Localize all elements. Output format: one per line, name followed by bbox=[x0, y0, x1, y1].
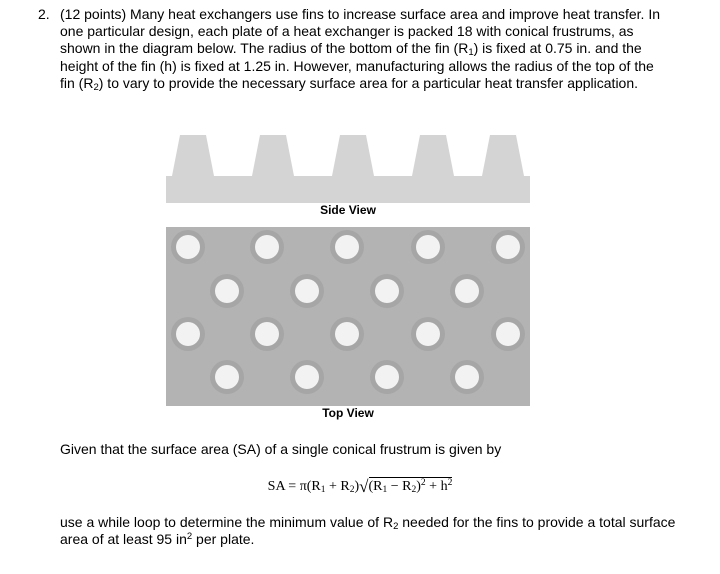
fin-top-circle bbox=[295, 365, 319, 389]
side-view-diagram bbox=[166, 133, 530, 205]
problem-intro bbox=[60, 6, 670, 92]
fin-top-circle bbox=[335, 322, 359, 346]
fin-side-1 bbox=[172, 135, 214, 176]
top-view-diagram bbox=[166, 227, 530, 406]
fin-top-circle bbox=[255, 322, 279, 346]
task-text-1: use a while loop to determine the minimum value of R bbox=[60, 514, 394, 530]
fin-top-circle bbox=[215, 365, 239, 389]
formula-radicand bbox=[369, 477, 453, 494]
fin-top-circle bbox=[455, 279, 479, 303]
fin-top-circle bbox=[176, 322, 200, 346]
problem-statement bbox=[38, 6, 670, 92]
r2-subscript: 2 bbox=[93, 81, 99, 93]
r1-subscript: 1 bbox=[468, 47, 474, 59]
fin-top-circle bbox=[215, 279, 239, 303]
fin-top-circle bbox=[375, 365, 399, 389]
task-statement bbox=[60, 514, 680, 548]
formula-close-paren: ) bbox=[354, 479, 360, 494]
base-plate-side bbox=[166, 176, 530, 203]
fin-top-circle bbox=[295, 279, 319, 303]
given-statement: Given that the surface area (SA) of a single conical frustrum is given by bbox=[60, 441, 502, 457]
fin-top-circle bbox=[496, 235, 520, 259]
formula-lhs: SA = π(R bbox=[267, 479, 321, 494]
intro-text-3: ) to vary to provide the necessary surface area for a particular heat transfer application. bbox=[98, 74, 639, 91]
radicand-h: + h bbox=[425, 479, 448, 494]
h-square: 2 bbox=[447, 478, 453, 488]
intro-text-1: (12 points) Many heat exchangers use fins to increase surface area and improve heat transfer. In one particular design, each plate of a heat exchanger is packed 18 with conical frustrums, as shown in the diagram below. The radius of the bottom of the fin (R bbox=[60, 6, 660, 57]
task-superscript: 2 bbox=[186, 531, 193, 543]
fin-side-2 bbox=[252, 135, 294, 176]
problem-number: 2. bbox=[38, 6, 50, 22]
fin-top-circle bbox=[416, 322, 440, 346]
task-text-2: needed for the fins to provide a total surface area of at least 95 in bbox=[60, 514, 676, 548]
radicand-minus: − R bbox=[387, 479, 412, 494]
formula-plus: + R bbox=[325, 479, 350, 494]
fin-top-circle bbox=[176, 235, 200, 259]
radicand-close: ) bbox=[416, 479, 421, 494]
formula-sub-1: 1 bbox=[320, 485, 326, 495]
intro-text-2: ) is fixed at 0.75 in. and the height of the fin (h) is fixed at 1.25 in. However, manufacturing allows the radius of the top of the fin (R bbox=[60, 40, 654, 91]
fin-side-4 bbox=[412, 135, 454, 176]
radicand-open: (R bbox=[368, 479, 383, 494]
formula-sub-2: 2 bbox=[349, 485, 355, 495]
fin-side-3 bbox=[332, 135, 374, 176]
radicand-sub-1: 1 bbox=[382, 485, 388, 495]
top-view-label: Top View bbox=[322, 406, 374, 420]
surface-area-formula bbox=[0, 477, 720, 497]
fin-top-circle bbox=[255, 235, 279, 259]
fin-top-circle bbox=[335, 235, 359, 259]
radicand-square: 2 bbox=[420, 478, 426, 488]
fin-side-5 bbox=[482, 135, 524, 176]
fin-top-circle bbox=[496, 322, 520, 346]
fin-top-circle bbox=[375, 279, 399, 303]
side-view-label: Side View bbox=[320, 203, 376, 217]
fin-top-circle bbox=[455, 365, 479, 389]
task-r2-subscript: 2 bbox=[393, 521, 399, 532]
task-text-3: per plate. bbox=[192, 531, 255, 548]
radicand-sub-2: 2 bbox=[411, 485, 417, 495]
fin-top-circle bbox=[416, 235, 440, 259]
sqrt-sign: √ bbox=[359, 477, 369, 496]
